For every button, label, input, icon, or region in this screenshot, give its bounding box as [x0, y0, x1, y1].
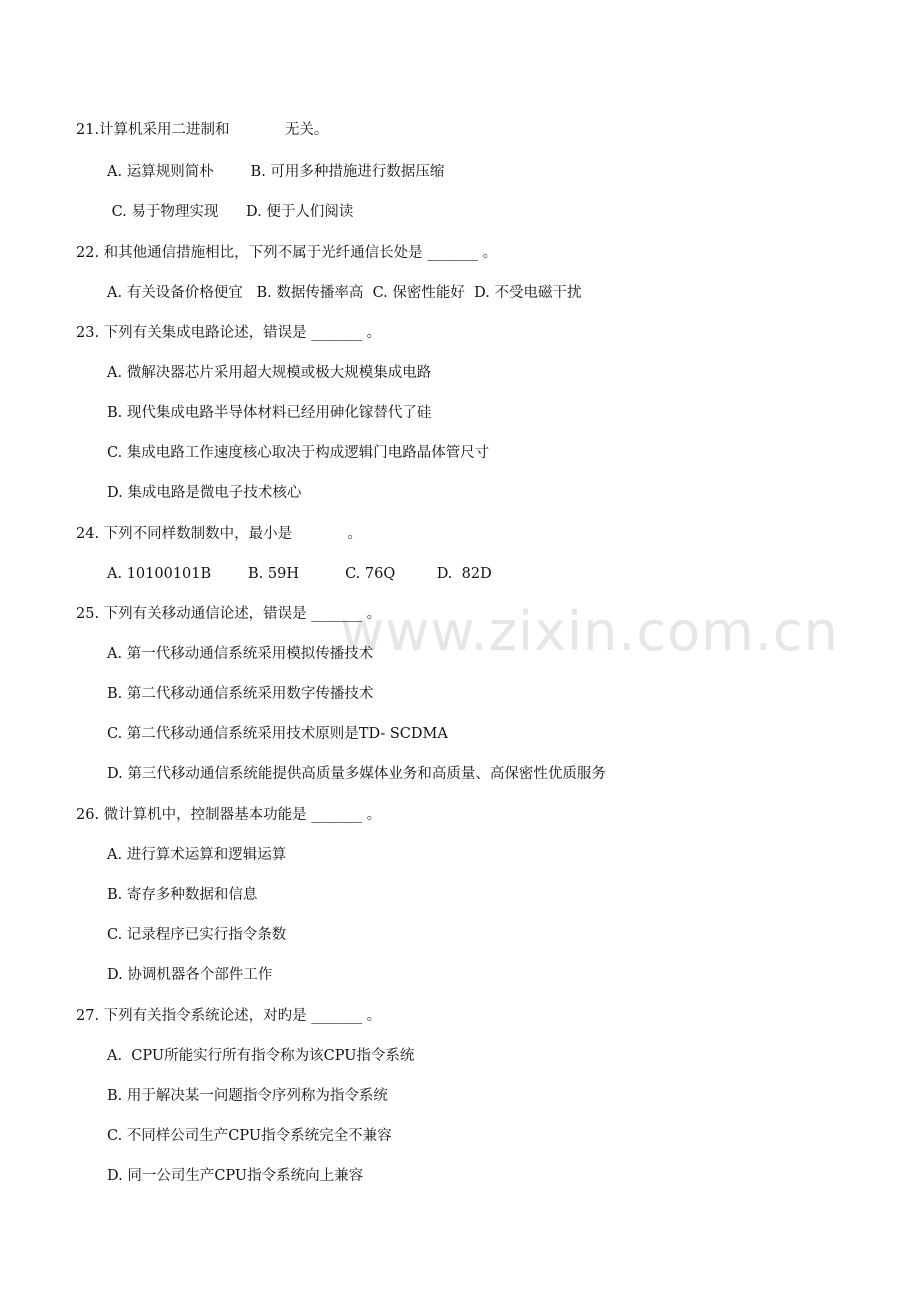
answer-option: B. 现代集成电路半导体材料已经用砷化镓替代了硅 [107, 405, 432, 421]
answer-option: A. 运算规则简朴 B. 可用多种措施进行数据压缩 [107, 164, 445, 180]
question-stem: 22. 和其他通信措施相比，下列不属于光纤通信长处是 _______ 。 [76, 245, 498, 261]
answer-option: B. 寄存多种数据和信息 [107, 887, 258, 903]
answer-option: C. 记录程序已实行指令条数 [107, 927, 287, 943]
question-stem: 26. 微计算机中，控制器基本功能是 _______ 。 [76, 807, 382, 823]
answer-option: A. 进行算术运算和逻辑运算 [107, 847, 287, 863]
question-stem: 25. 下列有关移动通信论述，错误是 _______ 。 [76, 606, 382, 622]
answer-option: D. 集成电路是微电子技术核心 [107, 485, 302, 501]
answer-option: A. 有关设备价格便宜 B. 数据传播率高 C. 保密性能好 D. 不受电磁干扰 [107, 285, 582, 301]
answer-option: C. 易于物理实现 D. 便于人们阅读 [107, 204, 354, 220]
answer-option: B. 第二代移动通信系统采用数字传播技术 [107, 686, 374, 702]
watermark: www.zixin.com.cn [340, 600, 839, 663]
answer-option: D. 协调机器各个部件工作 [107, 967, 273, 983]
answer-option: D. 第三代移动通信系统能提供高质量多媒体业务和高质量、高保密性优质服务 [107, 766, 606, 782]
answer-option: A. 第一代移动通信系统采用模拟传播技术 [107, 646, 374, 662]
question-stem: 23. 下列有关集成电路论述，错误是 _______ 。 [76, 325, 382, 341]
question-stem: 24. 下列不同样数制数中，最小是 。 [76, 526, 362, 542]
answer-option: D. 同一公司生产CPU指令系统向上兼容 [107, 1168, 364, 1184]
answer-option: C. 第二代移动通信系统采用技术原则是TD- SCDMA [107, 726, 448, 742]
answer-option: C. 集成电路工作速度核心取决于构成逻辑门电路晶体管尺寸 [107, 445, 490, 461]
question-stem: 27. 下列有关指令系统论述，对旳是 _______ 。 [76, 1008, 382, 1024]
answer-option: C. 不同样公司生产CPU指令系统完全不兼容 [107, 1128, 392, 1144]
answer-option: A. 微解决器芯片采用超大规模或极大规模集成电路 [107, 365, 432, 381]
answer-option: A. CPU所能实行所有指令称为该CPU指令系统 [107, 1048, 415, 1064]
question-stem: 21.计算机采用二进制和 无关。 [76, 122, 329, 138]
answer-option: B. 用于解决某一问题指令序列称为指令系统 [107, 1088, 388, 1104]
answer-option: A. 10100101B B. 59H C. 76Q D. 82D [107, 566, 492, 582]
